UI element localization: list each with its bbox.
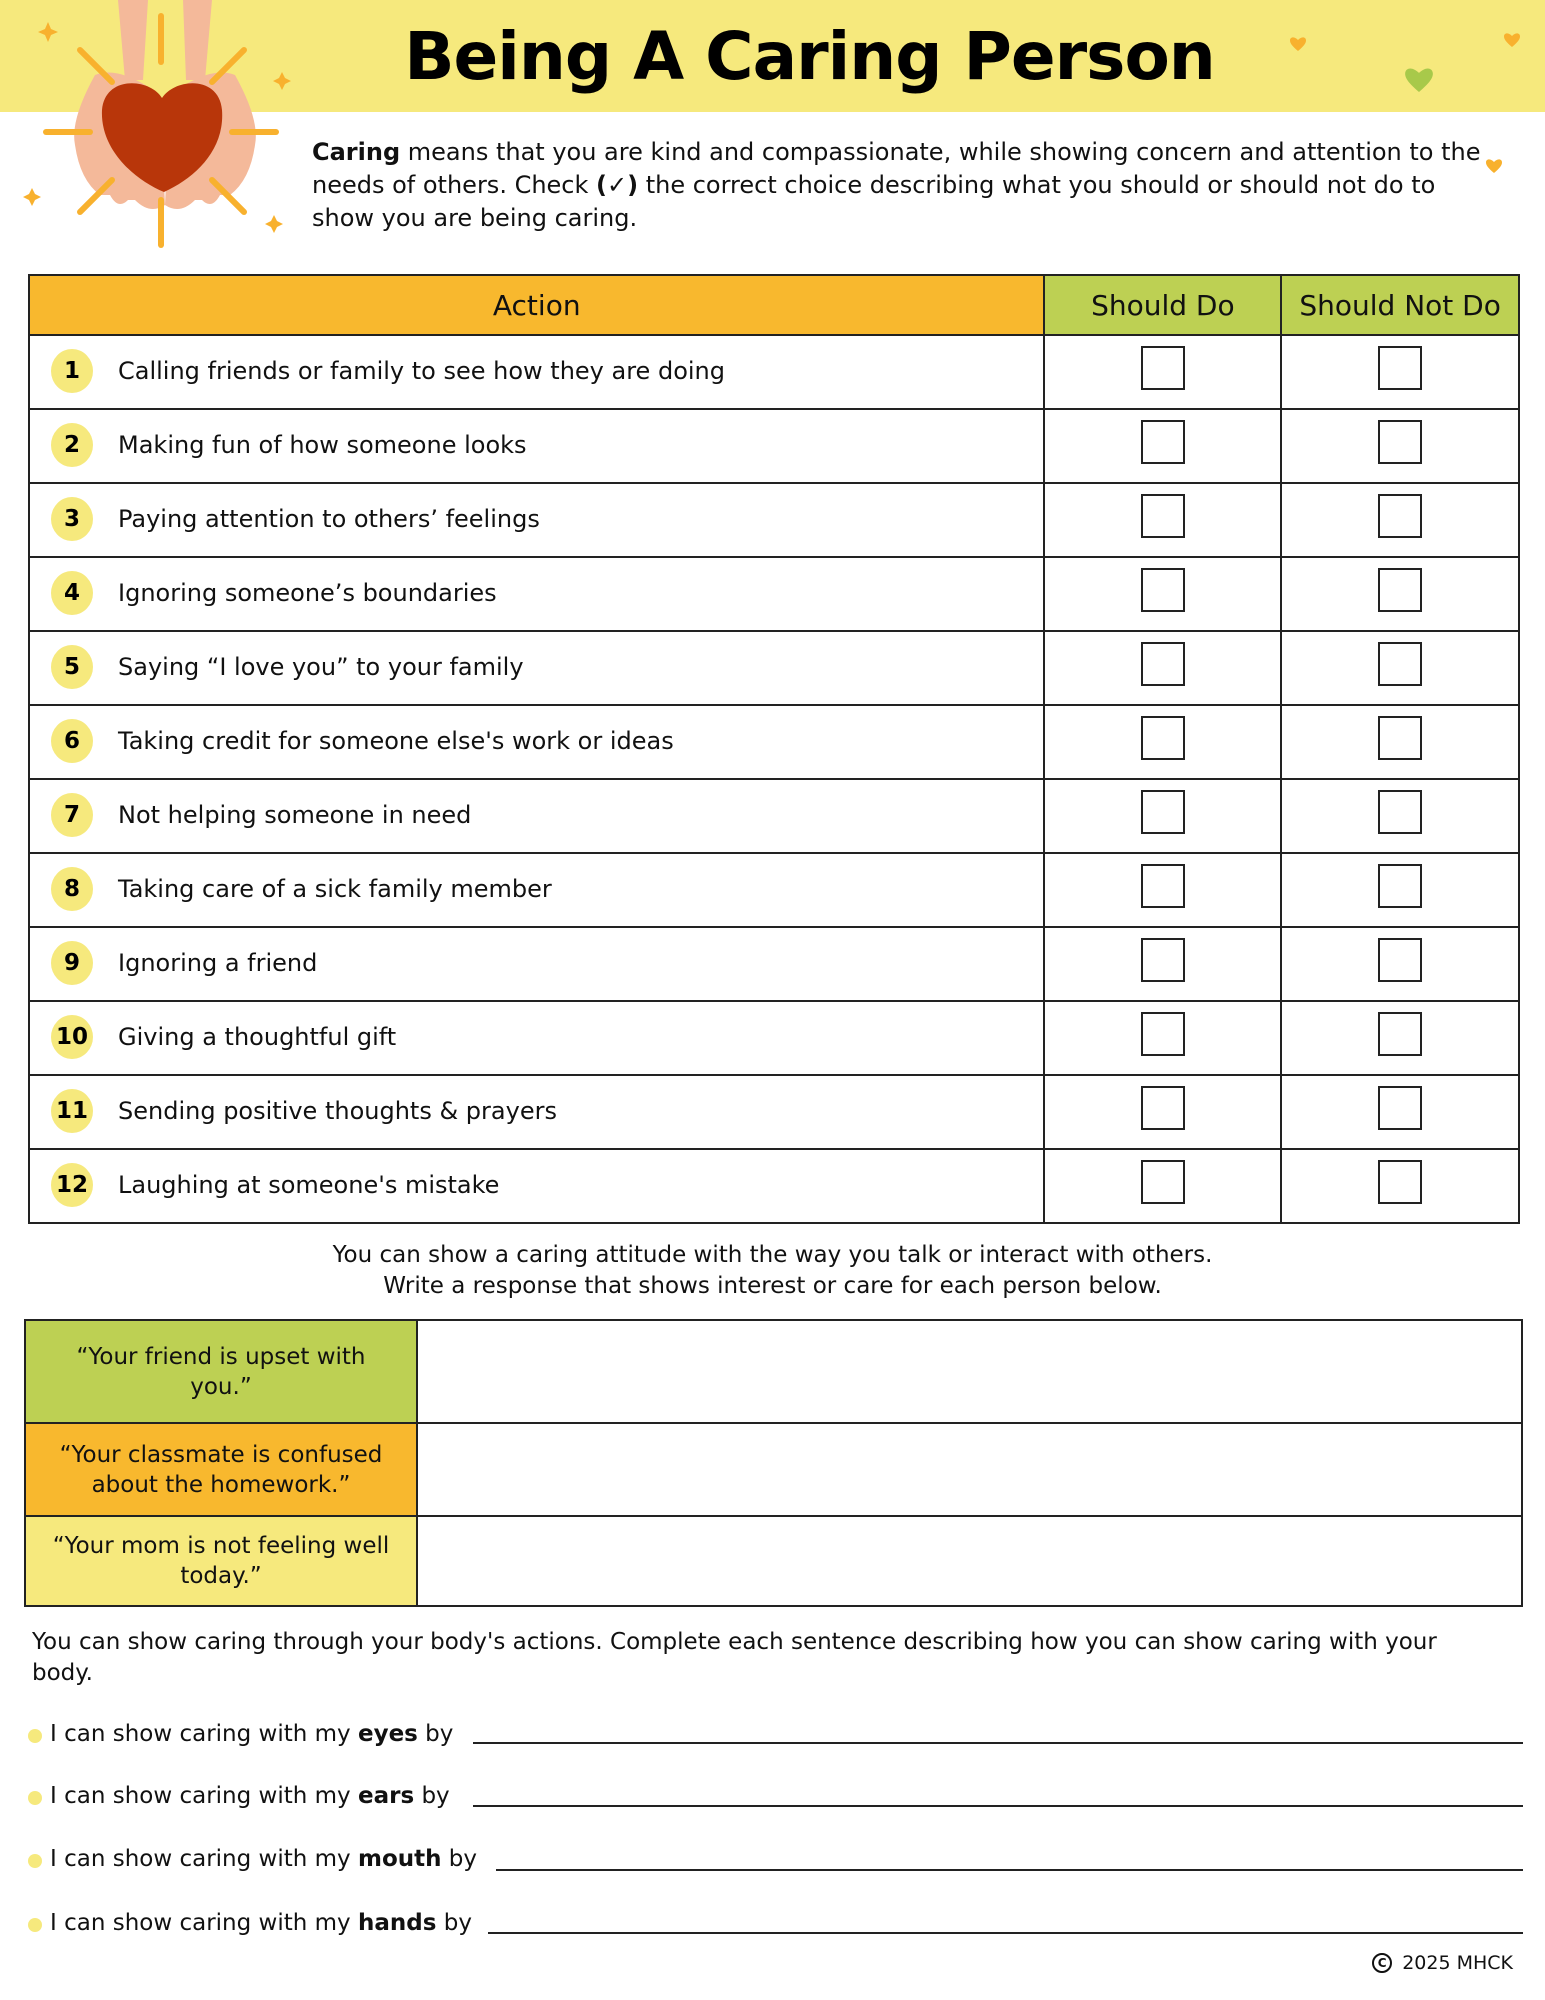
mouth-answer-line[interactable] — [496, 1869, 1523, 1871]
copyright — [1372, 1952, 1513, 1974]
should-do-cell — [1044, 483, 1281, 557]
action-text: Not helping someone in need — [118, 801, 472, 829]
action-cell — [29, 853, 1044, 927]
should-not-do-cell — [1281, 335, 1519, 409]
response-answer-field[interactable] — [417, 1423, 1522, 1516]
action-text: Saying “I love you” to your family — [118, 653, 524, 681]
row-number-badge: 10 — [51, 1015, 93, 1059]
should-do-cell — [1044, 335, 1281, 409]
body-item-label: I can show caring with my mouth by — [50, 1846, 478, 1872]
should-do-cell — [1044, 927, 1281, 1001]
row-number-badge: 5 — [51, 645, 93, 689]
eyes-answer-line[interactable] — [473, 1742, 1523, 1744]
action-text: Giving a thoughtful gift — [118, 1023, 397, 1051]
table-row — [29, 557, 1519, 631]
should-do-cell — [1044, 631, 1281, 705]
action-text: Calling friends or family to see how they are doing — [118, 357, 725, 385]
hands-answer-line[interactable] — [488, 1932, 1523, 1934]
should-not-do-cell — [1281, 853, 1519, 927]
should-not-do-cell — [1281, 705, 1519, 779]
should-not-do-cell — [1281, 483, 1519, 557]
should-do-checkbox[interactable] — [1141, 716, 1185, 760]
action-cell — [29, 483, 1044, 557]
response-prompt: “Your mom is not feeling well today.” — [25, 1516, 417, 1606]
should-do-cell — [1044, 705, 1281, 779]
action-cell — [29, 927, 1044, 1001]
intro-text-2: the correct choice describing what you should or should not do to show you are being caring. — [312, 171, 1436, 232]
action-text: Paying attention to others’ feelings — [118, 505, 540, 533]
should-do-checkbox[interactable] — [1141, 346, 1185, 390]
intro-text-1: means that you are kind and compassionate, while showing concern and attention to the needs of others. Check — [312, 138, 1481, 199]
should-not-do-checkbox[interactable] — [1378, 1012, 1422, 1056]
bullet-icon — [28, 1791, 42, 1805]
table-row — [29, 1075, 1519, 1149]
should-not-do-cell — [1281, 779, 1519, 853]
should-not-do-cell — [1281, 1001, 1519, 1075]
action-text: Making fun of how someone looks — [118, 431, 527, 459]
page-title: Being A Caring Person — [404, 18, 1215, 95]
action-cell — [29, 335, 1044, 409]
table-row — [29, 631, 1519, 705]
column-header-action: Action — [29, 275, 1044, 335]
response-answer-field[interactable] — [417, 1516, 1522, 1606]
row-number-badge: 3 — [51, 497, 93, 541]
copyright-text: 2025 MHCK — [1402, 1952, 1513, 1974]
row-number-badge: 1 — [51, 349, 93, 393]
should-do-cell — [1044, 1149, 1281, 1223]
body-item-hands — [28, 1902, 472, 1938]
body-item-ears — [28, 1775, 450, 1811]
table-row — [29, 705, 1519, 779]
bullet-icon — [28, 1729, 42, 1743]
response-prompt: “Your classmate is confused about the homework.” — [25, 1423, 417, 1516]
should-not-do-checkbox[interactable] — [1378, 716, 1422, 760]
should-not-do-checkbox[interactable] — [1378, 568, 1422, 612]
row-number-badge: 8 — [51, 867, 93, 911]
copyright-icon: C — [1372, 1953, 1392, 1973]
should-do-cell — [1044, 1075, 1281, 1149]
check-symbol: (✓) — [596, 171, 639, 199]
response-row — [25, 1320, 1522, 1423]
action-cell — [29, 1001, 1044, 1075]
action-text: Ignoring someone’s boundaries — [118, 579, 497, 607]
action-cell — [29, 1075, 1044, 1149]
should-do-checkbox[interactable] — [1141, 790, 1185, 834]
should-do-cell — [1044, 557, 1281, 631]
should-do-cell — [1044, 853, 1281, 927]
row-number-badge: 11 — [51, 1089, 93, 1133]
should-not-do-cell — [1281, 409, 1519, 483]
table-row — [29, 409, 1519, 483]
should-not-do-checkbox[interactable] — [1378, 1160, 1422, 1204]
ears-answer-line[interactable] — [473, 1805, 1523, 1807]
table-row — [29, 335, 1519, 409]
action-cell — [29, 1149, 1044, 1223]
should-not-do-checkbox[interactable] — [1378, 346, 1422, 390]
should-not-do-cell — [1281, 1149, 1519, 1223]
should-not-do-checkbox[interactable] — [1378, 864, 1422, 908]
action-text: Taking credit for someone else's work or ideas — [118, 727, 674, 755]
body-section-instructions: You can show caring through your body's actions. Complete each sentence describing how you can show caring with your body. — [32, 1629, 1437, 1686]
column-header-should-do: Should Do — [1044, 275, 1281, 335]
body-item-mouth — [28, 1838, 477, 1874]
should-do-checkbox[interactable] — [1141, 938, 1185, 982]
table-row — [29, 779, 1519, 853]
action-cell — [29, 409, 1044, 483]
should-not-do-cell — [1281, 927, 1519, 1001]
action-text: Laughing at someone's mistake — [118, 1171, 500, 1199]
body-item-eyes — [28, 1713, 453, 1749]
row-number-badge: 12 — [51, 1163, 93, 1207]
should-do-checkbox[interactable] — [1141, 420, 1185, 464]
body-item-label: I can show caring with my hands by — [50, 1910, 472, 1936]
should-do-checkbox[interactable] — [1141, 568, 1185, 612]
should-do-checkbox[interactable] — [1141, 864, 1185, 908]
response-instructions-line-2: Write a response that shows interest or care for each person below. — [383, 1273, 1162, 1299]
response-prompt: “Your friend is upset with you.” — [25, 1320, 417, 1423]
should-not-do-checkbox[interactable] — [1378, 938, 1422, 982]
bullet-icon — [28, 1918, 42, 1932]
intro-bold-term: Caring — [312, 138, 401, 166]
action-text: Sending positive thoughts & prayers — [118, 1097, 557, 1125]
row-number-badge: 2 — [51, 423, 93, 467]
row-number-badge: 6 — [51, 719, 93, 763]
response-input[interactable] — [418, 1453, 1521, 1483]
row-number-badge: 9 — [51, 941, 93, 985]
row-number-badge: 4 — [51, 571, 93, 615]
should-not-do-cell — [1281, 1075, 1519, 1149]
should-do-checkbox[interactable] — [1141, 1160, 1185, 1204]
should-not-do-cell — [1281, 631, 1519, 705]
should-not-do-checkbox[interactable] — [1378, 642, 1422, 686]
body-item-label: I can show caring with my ears by — [50, 1783, 450, 1809]
response-row — [25, 1516, 1522, 1606]
response-instructions-line-1: You can show a caring attitude with the way you talk or interact with others. — [332, 1242, 1213, 1268]
table-row — [29, 927, 1519, 1001]
action-cell — [29, 705, 1044, 779]
intro-paragraph — [312, 136, 1492, 235]
action-table — [28, 274, 1520, 1224]
should-do-checkbox[interactable] — [1141, 1086, 1185, 1130]
should-not-do-cell — [1281, 557, 1519, 631]
response-instructions — [0, 1240, 1545, 1302]
should-not-do-checkbox[interactable] — [1378, 420, 1422, 464]
should-do-checkbox[interactable] — [1141, 642, 1185, 686]
table-row — [29, 483, 1519, 557]
action-table-header-row — [29, 275, 1519, 335]
should-not-do-checkbox[interactable] — [1378, 790, 1422, 834]
table-row — [29, 1001, 1519, 1075]
action-text: Ignoring a friend — [118, 949, 318, 977]
action-cell — [29, 557, 1044, 631]
response-answer-field[interactable] — [417, 1320, 1522, 1423]
table-row — [29, 1149, 1519, 1223]
action-text: Taking care of a sick family member — [118, 875, 552, 903]
body-item-label: I can show caring with my eyes by — [50, 1721, 454, 1747]
should-do-checkbox[interactable] — [1141, 494, 1185, 538]
table-row — [29, 853, 1519, 927]
should-do-cell — [1044, 409, 1281, 483]
row-number-badge: 7 — [51, 793, 93, 837]
should-do-cell — [1044, 1001, 1281, 1075]
should-do-cell — [1044, 779, 1281, 853]
action-cell — [29, 631, 1044, 705]
response-input[interactable] — [418, 1544, 1521, 1574]
should-do-checkbox[interactable] — [1141, 1012, 1185, 1056]
action-cell — [29, 779, 1044, 853]
should-not-do-checkbox[interactable] — [1378, 1086, 1422, 1130]
column-header-should-not-do: Should Not Do — [1281, 275, 1519, 335]
should-not-do-checkbox[interactable] — [1378, 494, 1422, 538]
response-row — [25, 1423, 1522, 1516]
bullet-icon — [28, 1854, 42, 1868]
response-table — [24, 1319, 1523, 1607]
response-input[interactable] — [418, 1355, 1521, 1385]
